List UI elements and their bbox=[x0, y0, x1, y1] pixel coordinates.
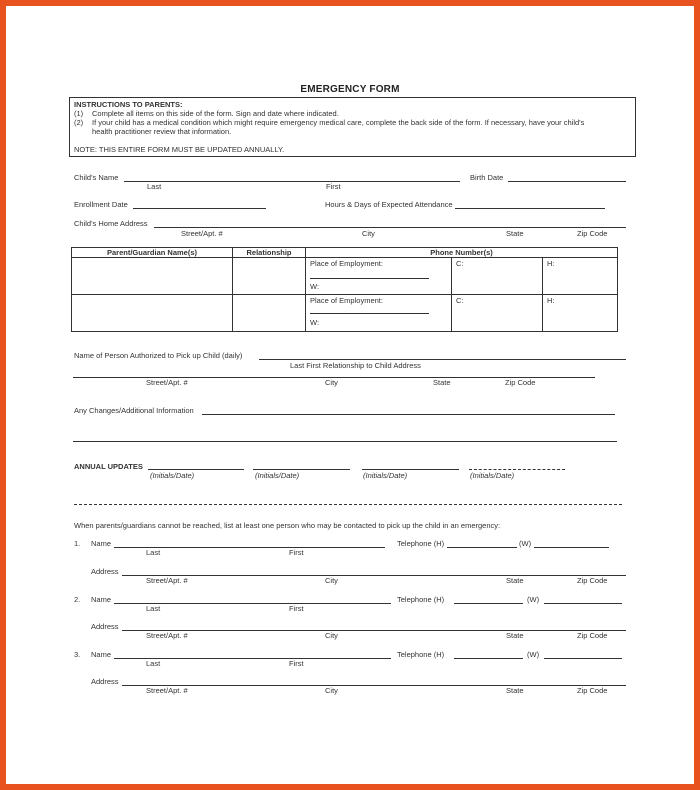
annual-updates-label: ANNUAL UPDATES bbox=[74, 462, 143, 471]
instruction-num-2: (2) bbox=[74, 118, 84, 127]
home-phone-label: H: bbox=[547, 296, 555, 305]
employment-field[interactable] bbox=[310, 313, 429, 314]
contact-street-caption: Street/Apt. # bbox=[146, 576, 188, 585]
home-address-label: Child's Home Address bbox=[74, 219, 148, 228]
place-of-employment-label: Place of Employment: bbox=[310, 259, 383, 268]
birth-date-label: Birth Date bbox=[470, 173, 504, 182]
contact-address-label: Address bbox=[91, 567, 119, 576]
child-first-caption: First bbox=[326, 182, 341, 191]
contact-state-caption: State bbox=[506, 631, 524, 640]
contact-tel-w-field[interactable] bbox=[544, 658, 622, 659]
header-relationship: Relationship bbox=[233, 248, 306, 258]
parent-name-cell[interactable] bbox=[72, 295, 233, 332]
employment-cell[interactable] bbox=[306, 258, 452, 295]
contact-number: 1. bbox=[74, 539, 81, 548]
table-row bbox=[72, 258, 618, 295]
contact-number: 2. bbox=[74, 595, 81, 604]
contact-last-caption: Last bbox=[146, 604, 161, 613]
contact-state-caption: State bbox=[506, 686, 524, 695]
contact-address-label: Address bbox=[91, 677, 119, 686]
enrollment-date-field[interactable] bbox=[133, 208, 266, 209]
annual-update-field-2[interactable] bbox=[253, 469, 350, 470]
authorized-sub-caption: Last First Relationship to Child Address bbox=[290, 361, 421, 370]
hours-field[interactable] bbox=[455, 208, 605, 209]
cell-phone-cell[interactable] bbox=[452, 258, 543, 295]
instructions-heading: INSTRUCTIONS TO PARENTS: bbox=[74, 100, 183, 109]
contact-tel-w-field[interactable] bbox=[534, 547, 609, 548]
contact-last-caption: Last bbox=[146, 659, 161, 668]
contact-city-caption: City bbox=[325, 686, 338, 695]
contact-address-field[interactable] bbox=[122, 575, 626, 576]
initials-date-caption-1: (Initials/Date) bbox=[150, 471, 195, 480]
authorized-street-caption: Street/Apt. # bbox=[146, 378, 188, 387]
home-phone-cell[interactable] bbox=[543, 258, 618, 295]
parent-guardian-table bbox=[71, 247, 618, 332]
contact-name-label: Name bbox=[91, 595, 112, 604]
changes-field[interactable] bbox=[202, 414, 615, 415]
annual-update-field-4[interactable] bbox=[469, 469, 565, 470]
form-page bbox=[6, 6, 694, 784]
contact-state-caption: State bbox=[506, 576, 524, 585]
enrollment-date-label: Enrollment Date bbox=[74, 200, 128, 209]
home-address-field[interactable] bbox=[154, 227, 626, 228]
home-phone-label: H: bbox=[547, 259, 555, 268]
contact-address-field[interactable] bbox=[122, 630, 626, 631]
birth-date-field[interactable] bbox=[508, 181, 626, 182]
contact-tel-w-field[interactable] bbox=[544, 603, 622, 604]
instruction-item-2: If your child has a medical condition which might require emergency medical care, complete the back side of the form. If necessary, have your child's bbox=[92, 118, 585, 127]
form-title: EMERGENCY FORM bbox=[300, 84, 400, 95]
header-phone-numbers: Phone Number(s) bbox=[306, 248, 618, 258]
relationship-cell[interactable] bbox=[233, 295, 306, 332]
authorized-person-label: Name of Person Authorized to Pick up Child (daily) bbox=[74, 351, 243, 360]
contact-street-caption: Street/Apt. # bbox=[146, 631, 188, 640]
contact-tel-h-field[interactable] bbox=[454, 603, 523, 604]
contact-zip-caption: Zip Code bbox=[577, 686, 608, 695]
work-phone-label: W: bbox=[310, 282, 320, 291]
work-phone-label: W: bbox=[310, 318, 320, 327]
employment-cell[interactable] bbox=[306, 295, 452, 332]
hours-label: Hours & Days of Expected Attendance bbox=[325, 200, 453, 209]
authorized-zip-caption: Zip Code bbox=[505, 378, 536, 387]
home-zip-caption: Zip Code bbox=[577, 229, 608, 238]
initials-date-caption-3: (Initials/Date) bbox=[363, 471, 408, 480]
relationship-cell[interactable] bbox=[233, 258, 306, 295]
place-of-employment-label: Place of Employment: bbox=[310, 296, 383, 305]
home-phone-cell[interactable] bbox=[543, 295, 618, 332]
parent-name-cell[interactable] bbox=[72, 258, 233, 295]
contact-number: 3. bbox=[74, 650, 81, 659]
contact-name-label: Name bbox=[91, 650, 112, 659]
home-state-caption: State bbox=[506, 229, 524, 238]
contact-first-caption: First bbox=[289, 548, 304, 557]
initials-date-caption-2: (Initials/Date) bbox=[255, 471, 300, 480]
contact-tel-w-label: (W) bbox=[527, 650, 540, 659]
child-last-caption: Last bbox=[147, 182, 162, 191]
home-street-caption: Street/Apt. # bbox=[181, 229, 223, 238]
authorized-person-field[interactable] bbox=[259, 359, 626, 360]
authorized-city-caption: City bbox=[325, 378, 338, 387]
contact-address-field[interactable] bbox=[122, 685, 626, 686]
home-city-caption: City bbox=[362, 229, 375, 238]
contact-tel-h-field[interactable] bbox=[447, 547, 517, 548]
contacts-intro: When parents/guardians cannot be reached, list at least one person who may be contacted to pick up the child in an emergency: bbox=[74, 521, 501, 530]
contact-tel-h-label: Telephone (H) bbox=[397, 650, 445, 659]
employment-field[interactable] bbox=[310, 278, 429, 279]
annual-update-field-1[interactable] bbox=[148, 469, 244, 470]
cell-phone-label: C: bbox=[456, 259, 464, 268]
contact-tel-w-label: (W) bbox=[527, 595, 540, 604]
child-name-label: Child's Name bbox=[74, 173, 119, 182]
contact-first-caption: First bbox=[289, 604, 304, 613]
contact-city-caption: City bbox=[325, 576, 338, 585]
initials-date-caption-4: (Initials/Date) bbox=[470, 471, 515, 480]
contact-zip-caption: Zip Code bbox=[577, 631, 608, 640]
instruction-note: NOTE: THIS ENTIRE FORM MUST BE UPDATED ANNUALLY. bbox=[74, 145, 285, 154]
contact-tel-h-field[interactable] bbox=[454, 658, 523, 659]
contact-tel-w-label: (W) bbox=[519, 539, 532, 548]
instruction-num-1: (1) bbox=[74, 109, 84, 118]
contact-last-caption: Last bbox=[146, 548, 161, 557]
table-row bbox=[72, 295, 618, 332]
instruction-item-1: Complete all items on this side of the form. Sign and date where indicated. bbox=[92, 109, 339, 118]
annual-update-field-3[interactable] bbox=[362, 469, 459, 470]
changes-label: Any Changes/Additional Information bbox=[74, 406, 194, 415]
header-parent-name: Parent/Guardian Name(s) bbox=[72, 248, 233, 258]
contact-address-label: Address bbox=[91, 622, 119, 631]
cell-phone-cell[interactable] bbox=[452, 295, 543, 332]
child-name-field[interactable] bbox=[124, 181, 460, 182]
contact-first-caption: First bbox=[289, 659, 304, 668]
contact-city-caption: City bbox=[325, 631, 338, 640]
instructions-box bbox=[69, 97, 636, 157]
instruction-item-2-cont: health practitioner review that information. bbox=[92, 127, 232, 136]
contact-street-caption: Street/Apt. # bbox=[146, 686, 188, 695]
cell-phone-label: C: bbox=[456, 296, 464, 305]
contact-zip-caption: Zip Code bbox=[577, 576, 608, 585]
contact-tel-h-label: Telephone (H) bbox=[397, 539, 445, 548]
section-divider bbox=[74, 504, 622, 505]
changes-field-line-2[interactable] bbox=[73, 441, 617, 442]
contact-tel-h-label: Telephone (H) bbox=[397, 595, 445, 604]
authorized-state-caption: State bbox=[433, 378, 451, 387]
contact-name-label: Name bbox=[91, 539, 112, 548]
